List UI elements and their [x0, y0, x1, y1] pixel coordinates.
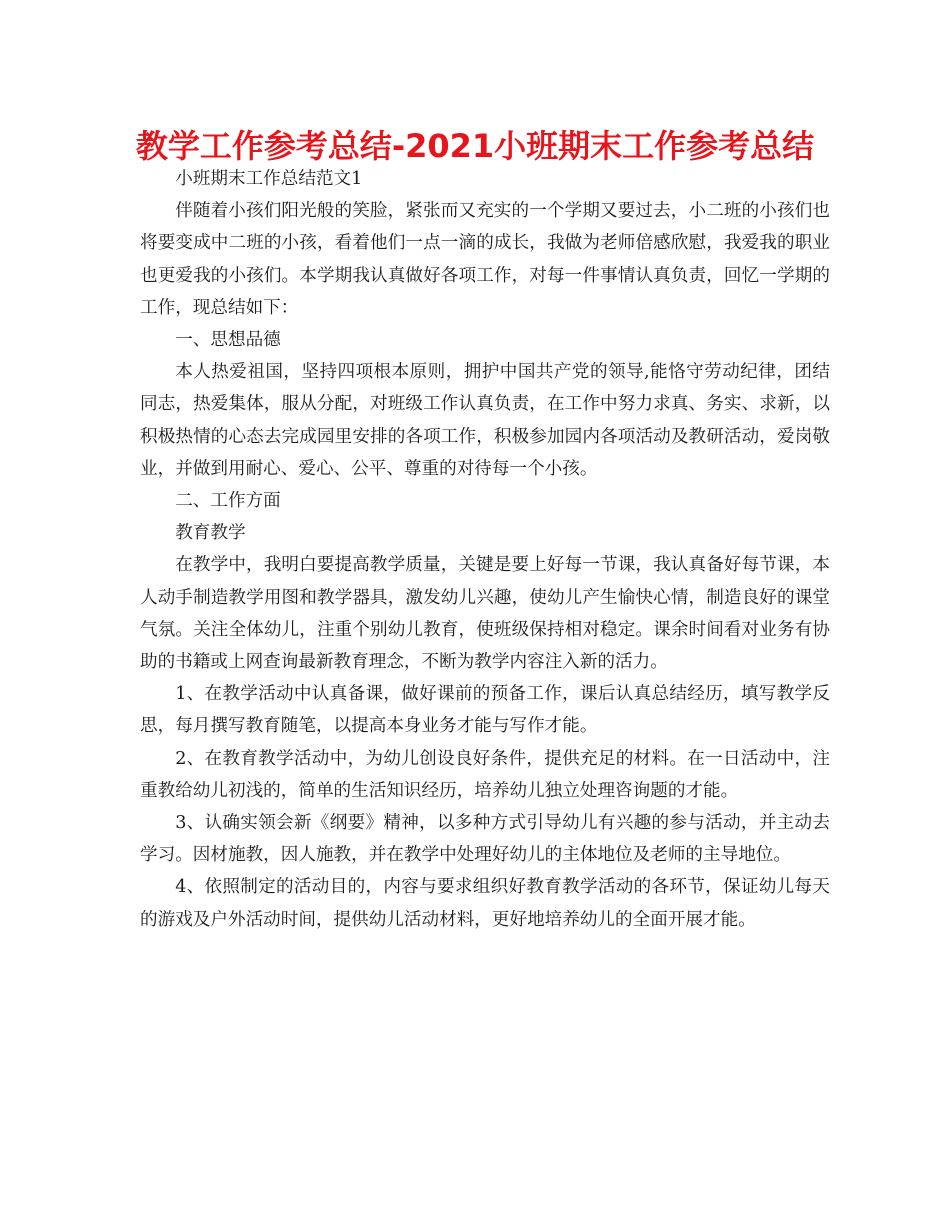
document-title: 教学工作参考总结-2021小班期末工作参考总结 [135, 127, 815, 165]
list-item: 2、在教育教学活动中，为幼儿创设良好条件，提供充足的材料。在一日活动中，注重教给幼儿初浅的，简单的生活知识经历，培养幼儿独立处理咨询题的才能。 [140, 748, 830, 801]
paragraph: 伴随着小孩们阳光般的笑脸，紧张而又充实的一个学期又要过去，小二班的小孩们也将要变成中二班的小孩，看着他们一点一滴的成长，我做为老师倍感欣慰，我爱我的职业也更爱我的小孩们。本学期我认真做好各项工作，对每一件事情认真负责，回忆一学期的工作，现总结如下： [140, 201, 830, 318]
paragraph: 在教学中，我明白要提高教学质量，关键是要上好每一节课，我认真备好每节课，本人动手制造教学用图和教学器具，激发幼儿兴趣，使幼儿产生愉快心情，制造良好的课堂气氛。关注全体幼儿，注重个别幼儿教育，使班级保持相对稳定。课余时间看对业务有协助的书籍或上网查询最新教育理念，不断为教学内容注入新的活力。 [140, 555, 830, 673]
subsection-heading: 教育教学 [175, 523, 246, 544]
list-item: 3、认确实领会新《纲要》精神，以多种方式引导幼儿有兴趣的参与活动，并主动去学习。因材施教，因人施教，并在教学中处理好幼儿的主体地位及老师的主导地位。 [140, 813, 830, 866]
paragraph: 本人热爱祖国，坚持四项根本原则，拥护中国共产党的领导,能恪守劳动纪律，团结同志，热爱集体，服从分配，对班级工作认真负责，在工作中努力求真、务实、求新，以积极热情的心态去完成园里安排的各项工作，积极参加园内各项活动及教研活动，爱岗敬业，并做到用耐心、爱心、公平、尊重的对待每一个小孩。 [140, 362, 830, 479]
document-body [140, 163, 830, 936]
list-item: 1、在教学活动中认真备课，做好课前的预备工作，课后认真总结经历，填写教学反思，每月撰写教育随笔，以提高本身业务才能与写作才能。 [140, 684, 830, 737]
list-item: 4、依照制定的活动目的，内容与要求组织好教育教学活动的各环节，保证幼儿每天的游戏及户外活动时间，提供幼儿活动材料，更好地培养幼儿的全面开展才能。 [140, 877, 830, 930]
paragraph: 小班期末工作总结范文1 [175, 169, 363, 189]
section-heading: 一、思想品德 [175, 330, 281, 351]
section-heading: 二、工作方面 [175, 491, 281, 512]
